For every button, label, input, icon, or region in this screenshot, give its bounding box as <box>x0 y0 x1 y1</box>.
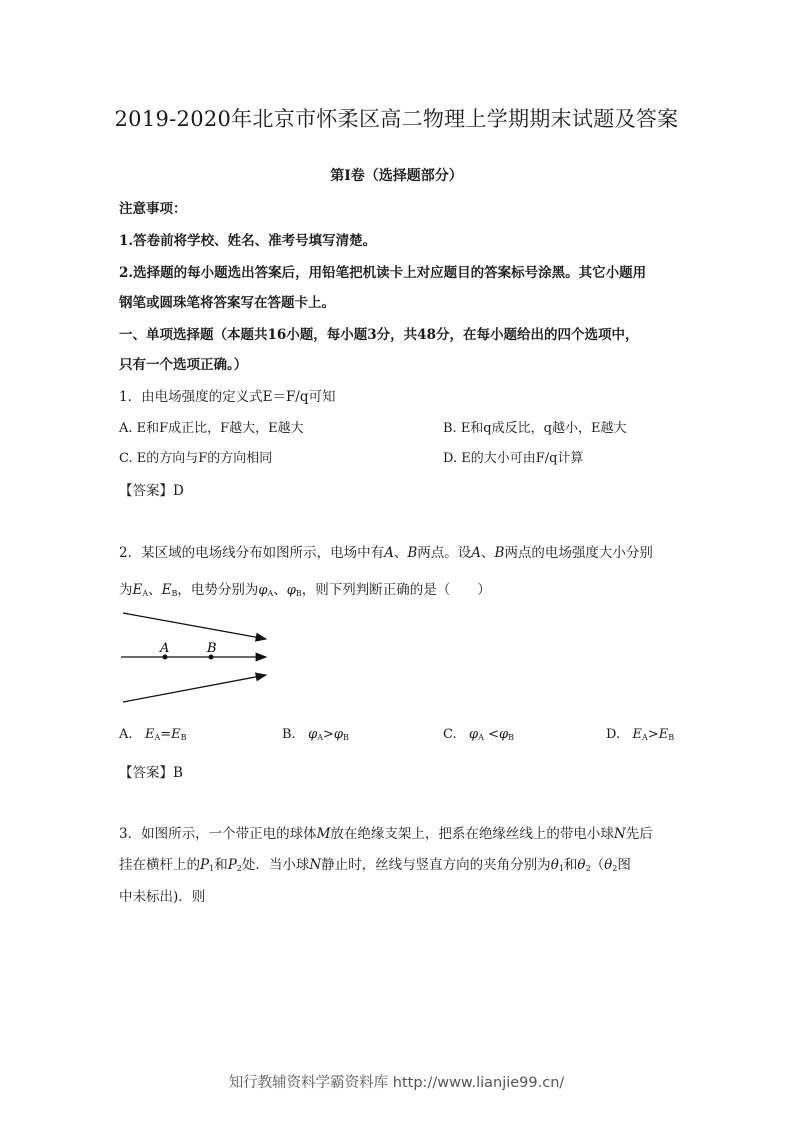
q1-stem: 1．由电场强度的定义式E＝F/q可知 <box>119 389 336 405</box>
point-a-label: A <box>160 641 170 656</box>
q2-option-c: C. $\varphi_A <\varphi_B$ <box>443 727 514 742</box>
q3-stem-line-1: 3．如图所示，一个带正电的球体M放在绝缘支架上，把系在绝缘丝线上的带电小球N先后 <box>119 826 653 842</box>
section-title: 第Ⅰ卷（选择题部分） <box>330 168 463 184</box>
notice-item-2-line-2: 钢笔或圆珠笔将答案写在答题卡上。 <box>119 295 335 311</box>
q1-option-a: A. E和F成正比，F越大，E越大 <box>119 421 304 436</box>
part1-instructions-line-1: 一、单项选择题（本题共16小题，每小题3分，共48分，在每小题给出的四个选项中， <box>119 327 639 343</box>
q2-option-d: D. $E_A>E_B$ <box>606 727 675 742</box>
q3-stem-line-2: 挂在横杆上的$P_1$和$P_2$处．当小球N静止时，丝线与竖直方向的夹角分别为$\theta_1$和$\theta_2(\theta_2$图 <box>119 857 631 873</box>
q1-option-c: C. E的方向与F的方向相同 <box>119 451 273 466</box>
notice-item-1: 1.答卷前将学校、姓名、准考号填写清楚。 <box>119 233 377 249</box>
q2-stem-line-2: 为$E_A$、$E_B$，电势分别为$\varphi_A$、$\varphi_B$，则下列判断正确的是（ ） <box>119 582 491 598</box>
notice-heading: 注意事项： <box>119 201 187 217</box>
footer-watermark: 知行教辅资料学霸资料库 http://www.lianjie99.cn/ <box>228 1075 565 1091</box>
field-line-bottom <box>123 675 266 702</box>
page-title: 2019-2020年北京市怀柔区高二物理上学期期末试题及答案 <box>114 107 679 131</box>
field-line-top <box>123 613 266 639</box>
q3-stem-line-3: 中未标出)．则 <box>119 889 206 905</box>
q2-answer: 【答案】B <box>119 765 183 781</box>
notice-item-2-line-1: 2.选择题的每小题选出答案后，用铅笔把机读卡上对应题目的答案标号涂黑。其它小题用 <box>119 265 647 281</box>
q2-option-b: B. $\varphi_A>\varphi_B$ <box>282 727 349 742</box>
q2-stem-line-1: 2．某区域的电场线分布如图所示，电场中有A、B两点。设A、B两点的电场强度大小分别 <box>119 545 653 561</box>
q1-option-b: B. E和q成反比，q越小，E越大 <box>443 421 627 436</box>
part1-instructions-line-2: 只有一个选项正确。） <box>119 357 248 373</box>
q2-option-a: A. $E_A=E_B$ <box>119 727 187 742</box>
q1-option-d: D. E的大小可由F/q计算 <box>443 451 584 466</box>
q1-answer: 【答案】D <box>119 483 184 499</box>
electric-field-lines-figure <box>118 605 278 710</box>
point-b-label: B <box>207 641 217 656</box>
